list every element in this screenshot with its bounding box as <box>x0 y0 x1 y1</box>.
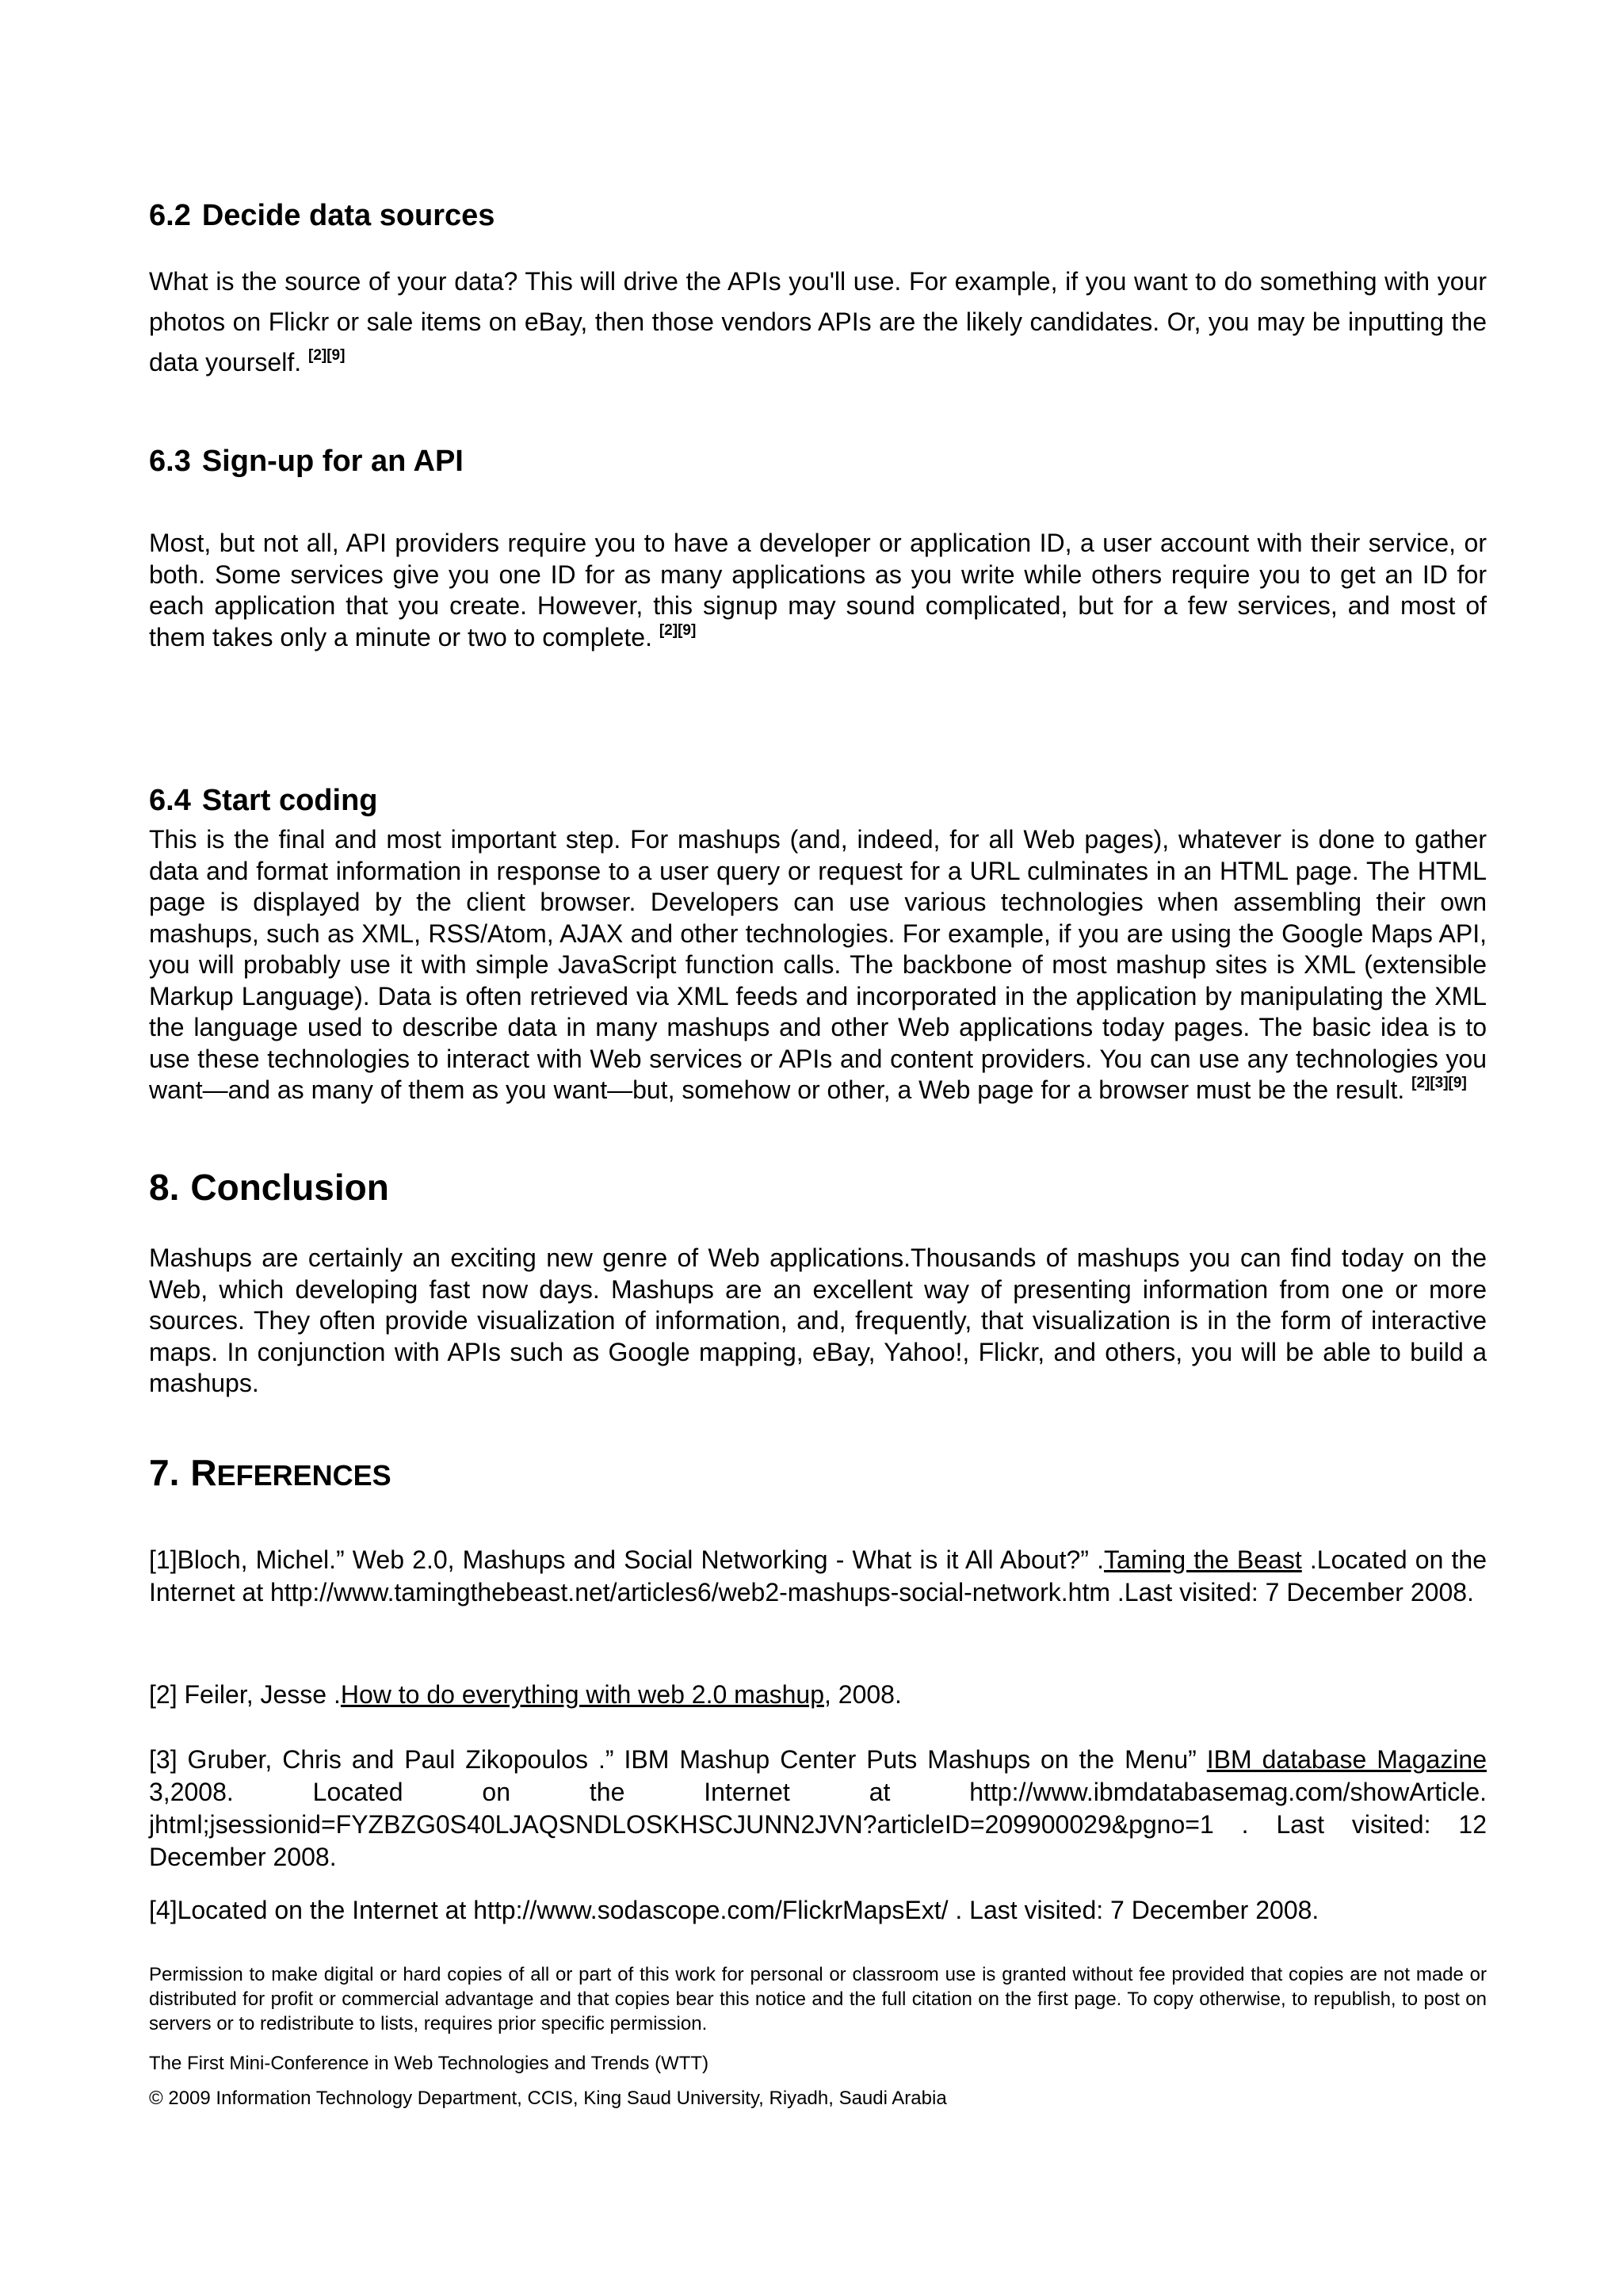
section-6-3-body <box>149 528 1487 653</box>
permission-notice: Permission to make digital or hard copies of all or part of this work for personal or classroom use is granted without fee provided that copies are not made or distributed for profit or commercial advantage and that copies bear this notice and the full citation on the first page. To copy otherwise, to republish, to post on servers or to redistribute to lists, requires prior specific permission. <box>149 1964 1487 2034</box>
section-heading: 6.4 Start coding <box>149 784 378 817</box>
reference-1: [1]Bloch, Michel.” Web 2.0, Mashups and Social Networking - What is it All About?” .Taming the Beast .Located on the Internet at http://www.tamingthebeast.net/articles6/web2-mashups-social-network.htm .Last visited: 7 December 2008. <box>149 1545 1487 1606</box>
paragraph: Mashups are certainly an exciting new genre of Web applications.Thousands of mashups you can find today on the Web, which developing fast now days. Mashups are an excellent way of presenting information from one or more sources. They often provide visualization of information, and, frequently, that visualization is in the form of interactive maps. In conjunction with APIs such as Google mapping, eBay, Yahoo!, Flickr, and others, you will be able to build a mashups. <box>149 1244 1487 1397</box>
section-heading: 8. Conclusion <box>149 1167 389 1208</box>
section-heading: 6.3 Sign-up for an API <box>149 445 464 478</box>
reference-2: [2] Feiler, Jesse .How to do everything with web 2.0 mashup, 2008. <box>149 1680 902 1709</box>
section-8 <box>149 1165 1487 1209</box>
reference-title: IBM database Magazine <box>1206 1745 1487 1774</box>
section-6-4-body <box>149 824 1487 1106</box>
section-6-2 <box>149 197 1487 235</box>
reference-title: Taming the Beast <box>1104 1545 1302 1574</box>
section-6-3 <box>149 442 1487 480</box>
conference-line: The First Mini-Conference in Web Technologies and Trends (WTT) <box>149 2053 709 2074</box>
permission-footer <box>149 1962 1487 2036</box>
citation: [2][9] <box>659 621 697 639</box>
reference-title: How to do everything with web 2.0 mashup <box>340 1680 824 1709</box>
paragraph: Most, but not all, API providers require you to have a developer or application ID, a user account with their service, or both. Some services give you one ID for as many applications as you write while others require you to get an ID for each application that you create. However, this signup may sound complicated, but for a few services, and most of them takes only a minute or two to complete. [2][9] <box>149 529 1487 651</box>
conference-line-block <box>149 2051 1487 2076</box>
copyright-line: © 2009 Information Technology Department, CCIS, King Saud University, Riyadh, Saudi Arabia <box>149 2088 947 2109</box>
reference-3: [3] Gruber, Chris and Paul Zikopoulos .” IBM Mashup Center Puts Mashups on the Menu” IBM database Magazine 3,2008. Located on the Internet at http://www.ibmdatabasemag.com/showArticle. jhtml;jsessionid=FYZBZG0S40LJAQSNDLOSKHSCJUNN2JVN?articleID=209900029&pgno=1 . Last visited: 12 December 2008. <box>149 1745 1487 1871</box>
section-6-2-body <box>149 262 1487 383</box>
section-6-4 <box>149 781 1487 819</box>
paragraph: This is the final and most important step. For mashups (and, indeed, for all Web pages), whatever is done to gather data and format information in response to a user query or request for a URL culminates in an HTML page. The HTML page is displayed by the client browser. Developers can use various technologies when assembling their own mashups, such as XML, RSS/Atom, AJAX and other technologies. For example, if you are using the Google Maps API, you will probably use it with simple JavaScript function calls. The backbone of most mashup sites is XML (extensible Markup Language). Data is often retrieved via XML feeds and incorporated in the application by manipulating the XML the language used to describe data in many mashups and other Web applications today pages. The basic idea is to use these technologies to interact with Web services or APIs and content providers. You can use any technologies you want—and as many of them as you want—but, somehow or other, a Web page for a browser must be the result. [2][3][9] <box>149 825 1487 1104</box>
section-heading: 7. REFERENCES <box>149 1452 391 1493</box>
citation: [2][3][9] <box>1411 1075 1467 1091</box>
reference-4: [4]Located on the Internet at http://www.sodascope.com/FlickrMapsExt/ . Last visited: 7 December 2008. <box>149 1896 1319 1924</box>
copyright-line-block <box>149 2086 1487 2111</box>
section-7-references <box>149 1450 1487 1498</box>
section-heading: 6.2 Decide data sources <box>149 199 495 232</box>
citation: [2][9] <box>308 347 346 364</box>
section-8-body <box>149 1243 1487 1400</box>
paragraph: What is the source of your data? This will drive the APIs you'll use. For example, if you want to do something with your photos on Flickr or sale items on eBay, then those vendors APIs are the likely candidates. Or, you may be inputting the data yourself. [2][9] <box>149 267 1487 376</box>
